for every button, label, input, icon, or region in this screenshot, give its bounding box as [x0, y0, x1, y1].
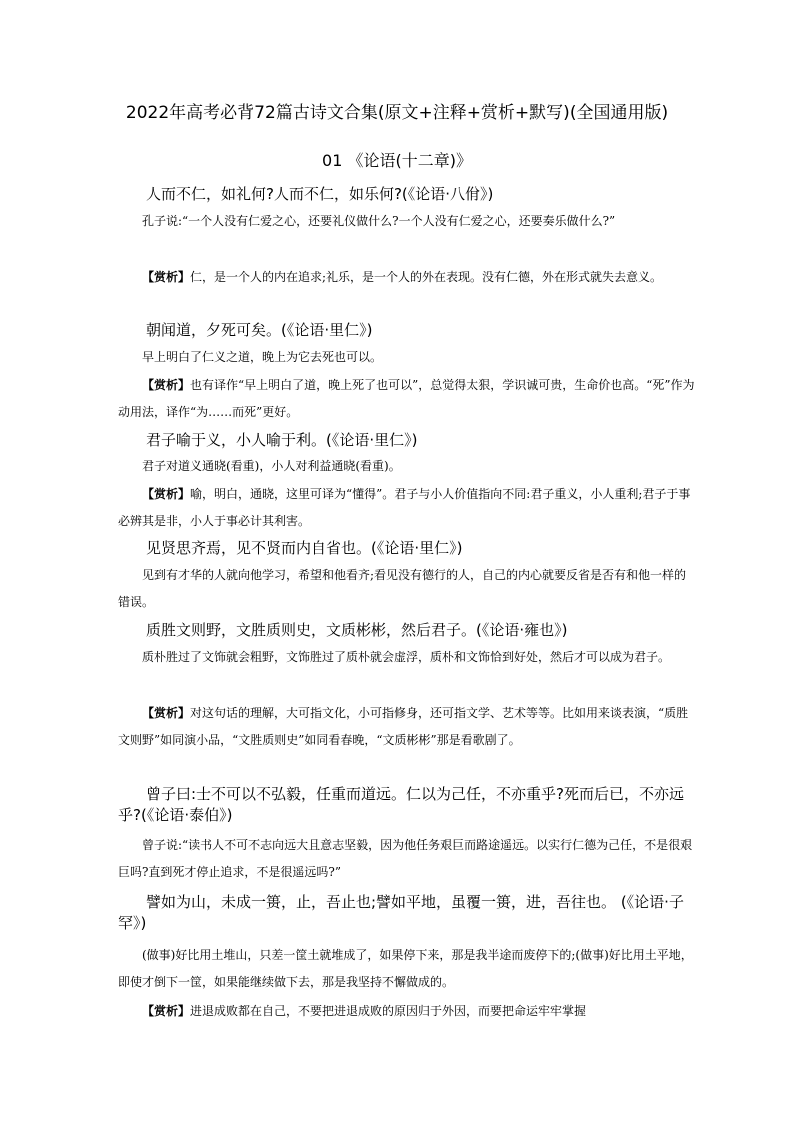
quote-2: 朝闻道，夕死可矣。(《论语·里仁》)	[146, 321, 373, 339]
quote-1: 人而不仁，如礼何?人而不仁，如乐何?(《论语·八佾》)	[146, 185, 494, 203]
analysis-tag: 【赏析】	[142, 378, 191, 392]
translation-1: 孔子说:“一个人没有仁爱之心，还要礼仪做什么?一个人没有仁爱之心，还要奏乐做什么?”	[142, 214, 616, 228]
analysis-7	[118, 998, 698, 1025]
quote-7: 譬如为山，未成一篑，止，吾止也;譬如平地，虽覆一篑，进，吾往也。 (《论语·子罕》)	[118, 893, 684, 932]
analysis-tag: 【赏析】	[142, 706, 191, 720]
translation-5: 质朴胜过了文饰就会粗野，文饰胜过了质朴就会虚浮，质朴和文饰恰到好处，然后才可以成为君子。	[142, 650, 671, 664]
analysis-text: 进退成败都在自己，不要把进退成败的原因归于外因，而要把命运牢牢掌握	[190, 1004, 587, 1018]
analysis-3	[118, 481, 698, 535]
analysis-2	[118, 372, 698, 426]
analysis-tag: 【赏析】	[142, 487, 191, 501]
analysis-1	[118, 264, 698, 291]
translation-2: 早上明白了仁义之道，晚上为它去死也可以。	[142, 350, 383, 364]
quote-5: 质胜文则野，文胜质则史，文质彬彬，然后君子。(《论语·雍也》)	[146, 621, 568, 639]
analysis-tag: 【赏析】	[142, 1004, 191, 1018]
analysis-text: 喻，明白，通晓，这里可译为“懂得”。君子与小人价值指向不同:君子重义，小人重利;君子于事必辨其是非，小人于事必计其利害。	[118, 487, 691, 528]
quote-6: 曾子曰:士不可以不弘毅，任重而道远。仁以为己任，不亦重乎?死而后已，不亦远乎?(《论语·泰伯》)	[118, 785, 685, 824]
translation-7: (做事)好比用土堆山，只差一筐土就堆成了，如果停下来，那是我半途而废停下的;(做事)好比用土平地，即使才倒下一筐，如果能继续做下去，那是我坚持不懈做成的。	[118, 948, 693, 989]
translation-3: 君子对道义通晓(看重)，小人对利益通晓(看重)。	[142, 459, 401, 473]
quote-3: 君子喻于义，小人喻于利。(《论语·里仁》)	[146, 431, 418, 449]
quote-4: 见贤思齐焉，见不贤而内自省也。(《论语·里仁》)	[146, 539, 463, 557]
translation-4: 见到有才华的人就向他学习，希望和他看齐;看见没有德行的人，自己的内心就要反省是否有和他一样的错误。	[118, 568, 687, 609]
translation-6: 曾子说:“读书人不可不志向远大且意志坚毅，因为他任务艰巨而路途遥远。以实行仁德为己任，不是很艰巨吗?直到死才停止追求，不是很遥远吗?”	[118, 838, 693, 879]
analysis-text: 对这句话的理解，大可指文化，小可指修身，还可指文学、艺术等等。比如用来谈表演，“质胜文则野”如同演小品，“文胜质则史”如同看春晚，“文质彬彬”那是看歌剧了。	[118, 706, 689, 747]
chapter-heading: 01 《论语(十二章)》	[322, 151, 472, 170]
analysis-text: 也有译作“早上明白了道，晚上死了也可以”，总觉得太狠，学识诚可贵，生命价也高。“死”作为动用法，译作“为……而死”更好。	[118, 378, 695, 419]
analysis-5	[118, 700, 698, 754]
analysis-text: 仁，是一个人的内在追求;礼乐，是一个人的外在表现。没有仁德，外在形式就失去意义。	[190, 270, 663, 284]
analysis-tag: 【赏析】	[142, 270, 191, 284]
document-title: 2022年高考必背72篇古诗文合集(原文+注释+赏析+默写)(全国通用版)	[125, 103, 669, 123]
